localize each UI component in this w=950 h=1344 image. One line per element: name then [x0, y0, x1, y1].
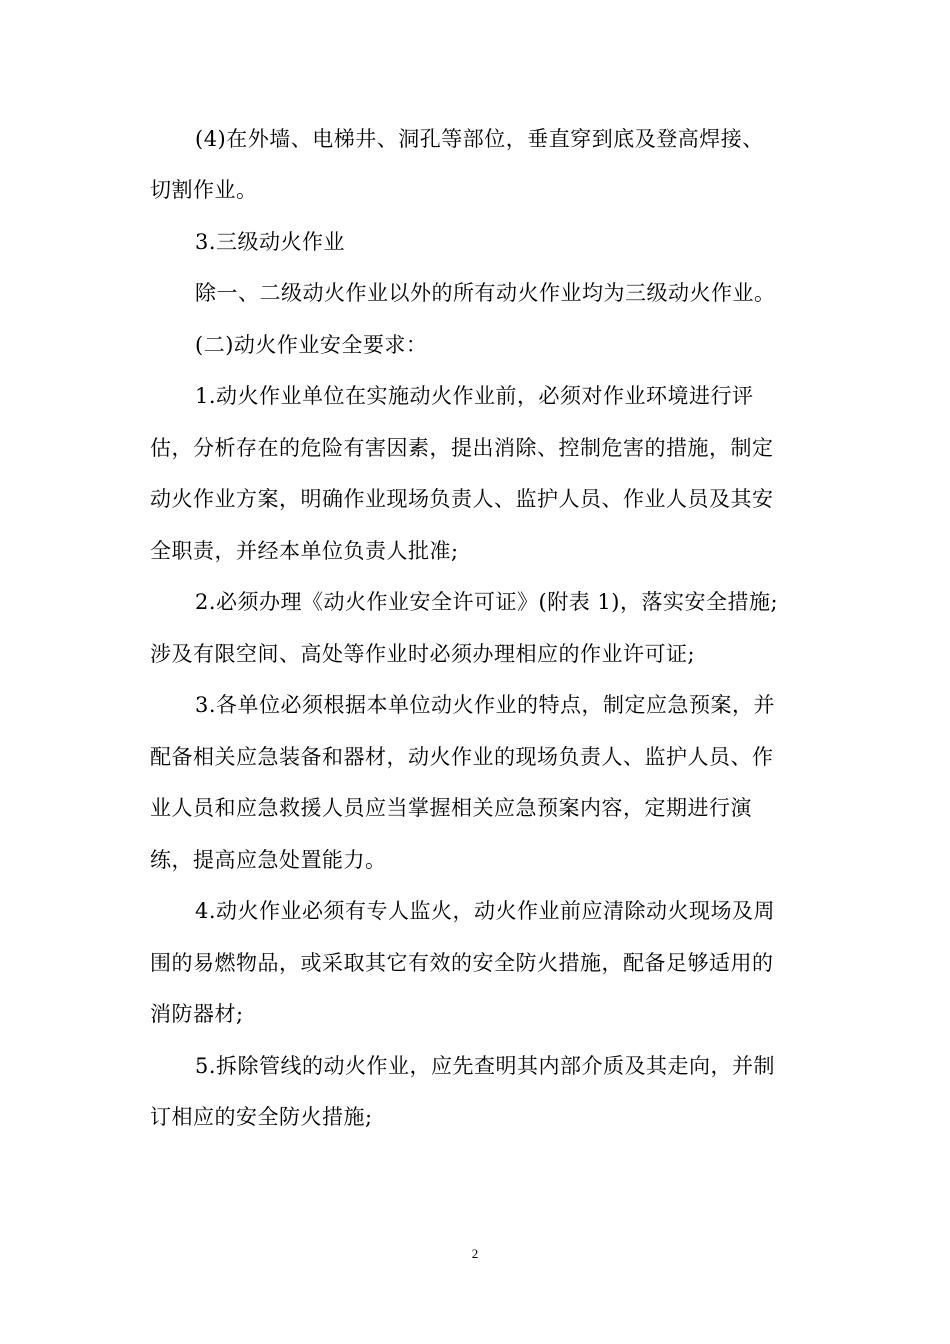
text-line: 除一、二级动火作业以外的所有动火作业均为三级动火作业。 [195, 281, 776, 305]
page-number: 2 [471, 1246, 479, 1261]
text-line: 5.拆除管线的动火作业，应先查明其内部介质及其走向，并制 [195, 1054, 776, 1078]
text-line: 涉及有限空间、高处等作业时必须办理相应的作业许可证; [150, 642, 696, 666]
text-line: 围的易燃物品，或采取其它有效的安全防火措施，配备足够适用的 [150, 951, 774, 975]
text-line: 2.必须办理《动火作业安全许可证》(附表 1)，落实安全措施; [195, 590, 779, 614]
text-line: 切割作业。 [150, 178, 258, 202]
text-line: 3.各单位必须根据本单位动火作业的特点，制定应急预案，并 [195, 693, 776, 717]
text-line: 全职责，并经本单位负责人批准; [150, 539, 459, 563]
text-line: 4.动火作业必须有专人监火，动火作业前应清除动火现场及周 [195, 899, 776, 923]
section-heading: 3.三级动火作业 [195, 230, 346, 254]
text-line: 估，分析存在的危险有害因素，提出消除、控制危害的措施，制定 [150, 436, 774, 460]
text-line: (4)在外墙、电梯井、洞孔等部位，垂直穿到底及登高焊接、 [195, 127, 764, 151]
text-line: 业人员和应急救援人员应当掌握相关应急预案内容，定期进行演 [150, 796, 752, 820]
text-line: 1.动火作业单位在实施动火作业前，必须对作业环境进行评 [195, 384, 754, 408]
text-line: 消防器材; [150, 1002, 244, 1026]
text-line: 配备相关应急装备和器材，动火作业的现场负责人、监护人员、作 [150, 745, 774, 769]
text-line: 练，提高应急处置能力。 [150, 848, 387, 872]
text-line: 动火作业方案，明确作业现场负责人、监护人员、作业人员及其安 [150, 487, 774, 511]
text-line: 订相应的安全防火措施; [150, 1105, 373, 1129]
section-heading: (二)动火作业安全要求： [195, 333, 428, 357]
